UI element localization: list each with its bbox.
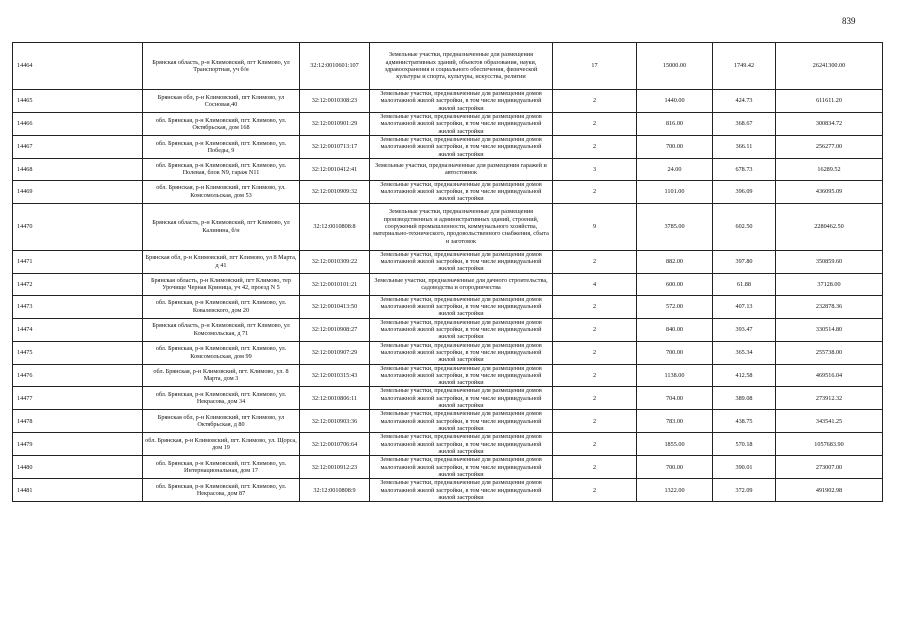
table-row xyxy=(13,341,883,364)
cadastral-number-cell: 32:12:0010315:43 xyxy=(300,364,370,387)
specific-value-cell: 438.75 xyxy=(713,410,776,433)
area-cell: 704.00 xyxy=(637,387,713,410)
address-cell: Брянская обл, р-н Климовский, пгт Климово, ул 8 Марта, д 41 xyxy=(143,250,300,273)
table-row xyxy=(13,112,883,135)
group-number-cell: 2 xyxy=(553,112,637,135)
land-purpose-cell: Земельные участки, предназначенные для размещения домов малоэтажной жилой застройки, в том числе индивидуальной жилой застройки xyxy=(370,456,553,479)
land-purpose-cell: Земельные участки, предназначенные для размещения домов малоэтажной жилой застройки, в том числе индивидуальной жилой застройки xyxy=(370,410,553,433)
row-number-cell: 14473 xyxy=(13,295,143,318)
land-purpose-cell: Земельные участки, предназначенные для размещения домов малоэтажной жилой застройки, в том числе индивидуальной жилой застройки xyxy=(370,295,553,318)
specific-value-cell: 1749.42 xyxy=(713,43,776,90)
address-cell: обл. Брянская, р-н Климовский, пгт. Климово, ул. Победы, 9 xyxy=(143,135,300,158)
cadastral-number-cell: 32:12:0010901:29 xyxy=(300,112,370,135)
address-cell: обл. Брянская, р-н Климовский, пгт. Климово, ул. Щорса, дом 19 xyxy=(143,433,300,456)
address-cell: Брянская область, р-н Климовский, пгт Климово, ул Комсомольская, д 71 xyxy=(143,318,300,341)
cadastral-number-cell: 32:12:0010912:23 xyxy=(300,456,370,479)
address-cell: обл. Брянская, р-н Климовский, пгт. Климово, ул. Полевая, блок N9, гараж N11 xyxy=(143,158,300,180)
page-number: 839 xyxy=(842,16,856,26)
address-cell: Брянская обл, р-н Климовский, пгт Климово, ул Сосновая,40 xyxy=(143,90,300,113)
group-number-cell: 3 xyxy=(553,158,637,180)
cadastral-number-cell: 32:12:0010706:64 xyxy=(300,433,370,456)
row-number-cell: 14480 xyxy=(13,456,143,479)
cadastral-value-cell: 436095.09 xyxy=(776,180,883,203)
specific-value-cell: 366.11 xyxy=(713,135,776,158)
cadastral-value-cell: 611611.20 xyxy=(776,90,883,113)
area-cell: 1855.00 xyxy=(637,433,713,456)
row-number-cell: 14477 xyxy=(13,387,143,410)
table-row xyxy=(13,180,883,203)
area-cell: 700.00 xyxy=(637,135,713,158)
land-purpose-cell: Земельные участки, предназначенные для размещения домов малоэтажной жилой застройки, в том числе индивидуальной жилой застройки xyxy=(370,479,553,502)
cadastral-number-cell: 32:12:0010907:29 xyxy=(300,341,370,364)
group-number-cell: 2 xyxy=(553,180,637,203)
address-cell: обл. Брянская, р-н Климовский, пгт. Климово, ул. 8 Марта, дом 3 xyxy=(143,364,300,387)
row-number-cell: 14481 xyxy=(13,479,143,502)
cadastral-value-cell: 26241300.00 xyxy=(776,43,883,90)
land-purpose-cell: Земельные участки, предназначенные для размещения домов малоэтажной жилой застройки, в том числе индивидуальной жилой застройки xyxy=(370,90,553,113)
address-cell: обл. Брянская, р-н Климовский, пгт. Климово, ул. Ковалевского, дом 20 xyxy=(143,295,300,318)
specific-value-cell: 365.34 xyxy=(713,341,776,364)
specific-value-cell: 570.18 xyxy=(713,433,776,456)
area-cell: 1440.00 xyxy=(637,90,713,113)
land-purpose-cell: Земельные участки, предназначенные для размещения домов малоэтажной жилой застройки, в том числе индивидуальной жилой застройки xyxy=(370,112,553,135)
specific-value-cell: 397.80 xyxy=(713,250,776,273)
row-number-cell: 14464 xyxy=(13,43,143,90)
cadastral-number-cell: 32:12:0010908:27 xyxy=(300,318,370,341)
table-row xyxy=(13,410,883,433)
cadastral-registry-table xyxy=(12,42,883,502)
specific-value-cell: 393.47 xyxy=(713,318,776,341)
cadastral-value-cell: 343541.25 xyxy=(776,410,883,433)
address-cell: обл. Брянская, р-н Климовский, пгт. Климово, ул. Некрасова, дом 87 xyxy=(143,479,300,502)
land-purpose-cell: Земельные участки, предназначенные для размещения домов малоэтажной жилой застройки, в том числе индивидуальной жилой застройки xyxy=(370,250,553,273)
table-row xyxy=(13,387,883,410)
cadastral-value-cell: 330514.80 xyxy=(776,318,883,341)
cadastral-value-cell: 300834.72 xyxy=(776,112,883,135)
group-number-cell: 17 xyxy=(553,43,637,90)
specific-value-cell: 61.88 xyxy=(713,273,776,295)
address-cell: обл. Брянская, р-н Климовский, пгт Климово, ул. Комсомольская, дом 53 xyxy=(143,180,300,203)
land-purpose-cell: Земельные участки, предназначенные для дачного строительства, садоводства и огородничества xyxy=(370,273,553,295)
specific-value-cell: 389.08 xyxy=(713,387,776,410)
cadastral-value-cell: 491902.98 xyxy=(776,479,883,502)
cadastral-number-cell: 32:12:0010808:9 xyxy=(300,479,370,502)
area-cell: 700.00 xyxy=(637,341,713,364)
table-row xyxy=(13,318,883,341)
table-row xyxy=(13,43,883,90)
cadastral-value-cell: 350859.60 xyxy=(776,250,883,273)
table-row xyxy=(13,250,883,273)
cadastral-number-cell: 32:12:0010308:23 xyxy=(300,90,370,113)
cadastral-number-cell: 32:12:0010713:17 xyxy=(300,135,370,158)
cadastral-number-cell: 32:12:0010101:21 xyxy=(300,273,370,295)
cadastral-value-cell: 2280462.50 xyxy=(776,203,883,250)
registry-body xyxy=(13,43,883,502)
cadastral-number-cell: 32:12:0010808:8 xyxy=(300,203,370,250)
row-number-cell: 14471 xyxy=(13,250,143,273)
row-number-cell: 14474 xyxy=(13,318,143,341)
address-cell: обл. Брянская, р-н Климовский, пгт. Климово, ул. Комсомольская, дом 99 xyxy=(143,341,300,364)
row-number-cell: 14465 xyxy=(13,90,143,113)
group-number-cell: 2 xyxy=(553,364,637,387)
row-number-cell: 14479 xyxy=(13,433,143,456)
address-cell: Брянская область, р-н Климовский, пгт Климово, тер Урочище Черная Криница, уч 42, проезд N 5 xyxy=(143,273,300,295)
cadastral-number-cell: 32:12:0010909:32 xyxy=(300,180,370,203)
cadastral-number-cell: 32:12:0010601:107 xyxy=(300,43,370,90)
row-number-cell: 14478 xyxy=(13,410,143,433)
area-cell: 1101.00 xyxy=(637,180,713,203)
table-row xyxy=(13,364,883,387)
area-cell: 24.00 xyxy=(637,158,713,180)
address-cell: Брянская область, р-н Климовский, пгт Климово, ул Транспортная, уч б/н xyxy=(143,43,300,90)
area-cell: 3785.00 xyxy=(637,203,713,250)
cadastral-number-cell: 32:12:0010413:50 xyxy=(300,295,370,318)
group-number-cell: 2 xyxy=(553,295,637,318)
land-purpose-cell: Земельные участки, предназначенные для размещения домов малоэтажной жилой застройки, в том числе индивидуальной жилой застройки xyxy=(370,135,553,158)
area-cell: 816.00 xyxy=(637,112,713,135)
land-purpose-cell: Земельные участки, предназначенные для размещения домов малоэтажной жилой застройки, в том числе индивидуальной жилой застройки xyxy=(370,180,553,203)
group-number-cell: 2 xyxy=(553,479,637,502)
cadastral-number-cell: 32:12:0010806:11 xyxy=(300,387,370,410)
group-number-cell: 2 xyxy=(553,90,637,113)
area-cell: 783.00 xyxy=(637,410,713,433)
land-purpose-cell: Земельные участки, предназначенные для размещения административных зданий, объектов образования, науки, здравоохранения и социального обеспечения, физической культуры и спорта, культуры, искусства, религии xyxy=(370,43,553,90)
row-number-cell: 14467 xyxy=(13,135,143,158)
table-row xyxy=(13,456,883,479)
specific-value-cell: 396.09 xyxy=(713,180,776,203)
group-number-cell: 2 xyxy=(553,387,637,410)
specific-value-cell: 412.58 xyxy=(713,364,776,387)
cadastral-value-cell: 273007.00 xyxy=(776,456,883,479)
table-row xyxy=(13,433,883,456)
row-number-cell: 14470 xyxy=(13,203,143,250)
cadastral-value-cell: 16289.52 xyxy=(776,158,883,180)
area-cell: 882.00 xyxy=(637,250,713,273)
row-number-cell: 14466 xyxy=(13,112,143,135)
area-cell: 1322.00 xyxy=(637,479,713,502)
land-purpose-cell: Земельные участки, предназначенные для размещения производственных и административных зданий, строений, сооружений промышленности, коммунального хозяйства, материально-технического, продовольственного снабжения, сбыта и заготовок xyxy=(370,203,553,250)
group-number-cell: 4 xyxy=(553,273,637,295)
row-number-cell: 14476 xyxy=(13,364,143,387)
area-cell: 600.00 xyxy=(637,273,713,295)
group-number-cell: 2 xyxy=(553,341,637,364)
row-number-cell: 14468 xyxy=(13,158,143,180)
table-row xyxy=(13,479,883,502)
address-cell: обл. Брянская, р-н Климовский, пгт. Климово, ул. Октябрьская, дом 168 xyxy=(143,112,300,135)
area-cell: 840.00 xyxy=(637,318,713,341)
land-purpose-cell: Земельные участки, предназначенные для размещения гаражей и автостоянок xyxy=(370,158,553,180)
land-purpose-cell: Земельные участки, предназначенные для размещения домов малоэтажной жилой застройки, в том числе индивидуальной жилой застройки xyxy=(370,341,553,364)
land-purpose-cell: Земельные участки, предназначенные для размещения домов малоэтажной жилой застройки, в том числе индивидуальной жилой застройки xyxy=(370,387,553,410)
address-cell: обл. Брянская, р-н Климовский, пгт. Климово, ул. Интернациональная, дом 17 xyxy=(143,456,300,479)
specific-value-cell: 368.67 xyxy=(713,112,776,135)
cadastral-value-cell: 232878.36 xyxy=(776,295,883,318)
address-cell: Брянская обл, р-н Климовский, пгт Климово, ул Октябрьская, д 80 xyxy=(143,410,300,433)
specific-value-cell: 407.13 xyxy=(713,295,776,318)
cadastral-value-cell: 273912.32 xyxy=(776,387,883,410)
cadastral-value-cell: 255738.00 xyxy=(776,341,883,364)
cadastral-value-cell: 256277.00 xyxy=(776,135,883,158)
group-number-cell: 2 xyxy=(553,135,637,158)
address-cell: Брянская область, р-н Климовский, пгт Климово, ул Калинина, б/н xyxy=(143,203,300,250)
specific-value-cell: 372.09 xyxy=(713,479,776,502)
area-cell: 1138.00 xyxy=(637,364,713,387)
specific-value-cell: 678.73 xyxy=(713,158,776,180)
area-cell: 15000.00 xyxy=(637,43,713,90)
group-number-cell: 2 xyxy=(553,250,637,273)
specific-value-cell: 602.50 xyxy=(713,203,776,250)
specific-value-cell: 424.73 xyxy=(713,90,776,113)
area-cell: 700.00 xyxy=(637,456,713,479)
group-number-cell: 2 xyxy=(553,456,637,479)
table-row xyxy=(13,158,883,180)
row-number-cell: 14475 xyxy=(13,341,143,364)
table-row xyxy=(13,295,883,318)
specific-value-cell: 390.01 xyxy=(713,456,776,479)
group-number-cell: 2 xyxy=(553,410,637,433)
cadastral-value-cell: 37128.00 xyxy=(776,273,883,295)
cadastral-value-cell: 1057683.90 xyxy=(776,433,883,456)
cadastral-number-cell: 32:12:0010412:41 xyxy=(300,158,370,180)
row-number-cell: 14469 xyxy=(13,180,143,203)
row-number-cell: 14472 xyxy=(13,273,143,295)
group-number-cell: 2 xyxy=(553,433,637,456)
group-number-cell: 2 xyxy=(553,318,637,341)
cadastral-number-cell: 32:12:0010309:22 xyxy=(300,250,370,273)
address-cell: обл. Брянская, р-н Климовский, пгт. Климово, ул. Некрасова, дом 34 xyxy=(143,387,300,410)
table-row xyxy=(13,203,883,250)
table-row xyxy=(13,90,883,113)
area-cell: 572.00 xyxy=(637,295,713,318)
table-row xyxy=(13,135,883,158)
group-number-cell: 9 xyxy=(553,203,637,250)
cadastral-number-cell: 32:12:0010903:36 xyxy=(300,410,370,433)
land-purpose-cell: Земельные участки, предназначенные для размещения домов малоэтажной жилой застройки, в том числе индивидуальной жилой застройки xyxy=(370,318,553,341)
cadastral-value-cell: 469516.04 xyxy=(776,364,883,387)
land-purpose-cell: Земельные участки, предназначенные для размещения домов малоэтажной жилой застройки, в том числе индивидуальной жилой застройки xyxy=(370,433,553,456)
land-purpose-cell: Земельные участки, предназначенные для размещения домов малоэтажной жилой застройки, в том числе индивидуальной жилой застройки xyxy=(370,364,553,387)
table-row xyxy=(13,273,883,295)
